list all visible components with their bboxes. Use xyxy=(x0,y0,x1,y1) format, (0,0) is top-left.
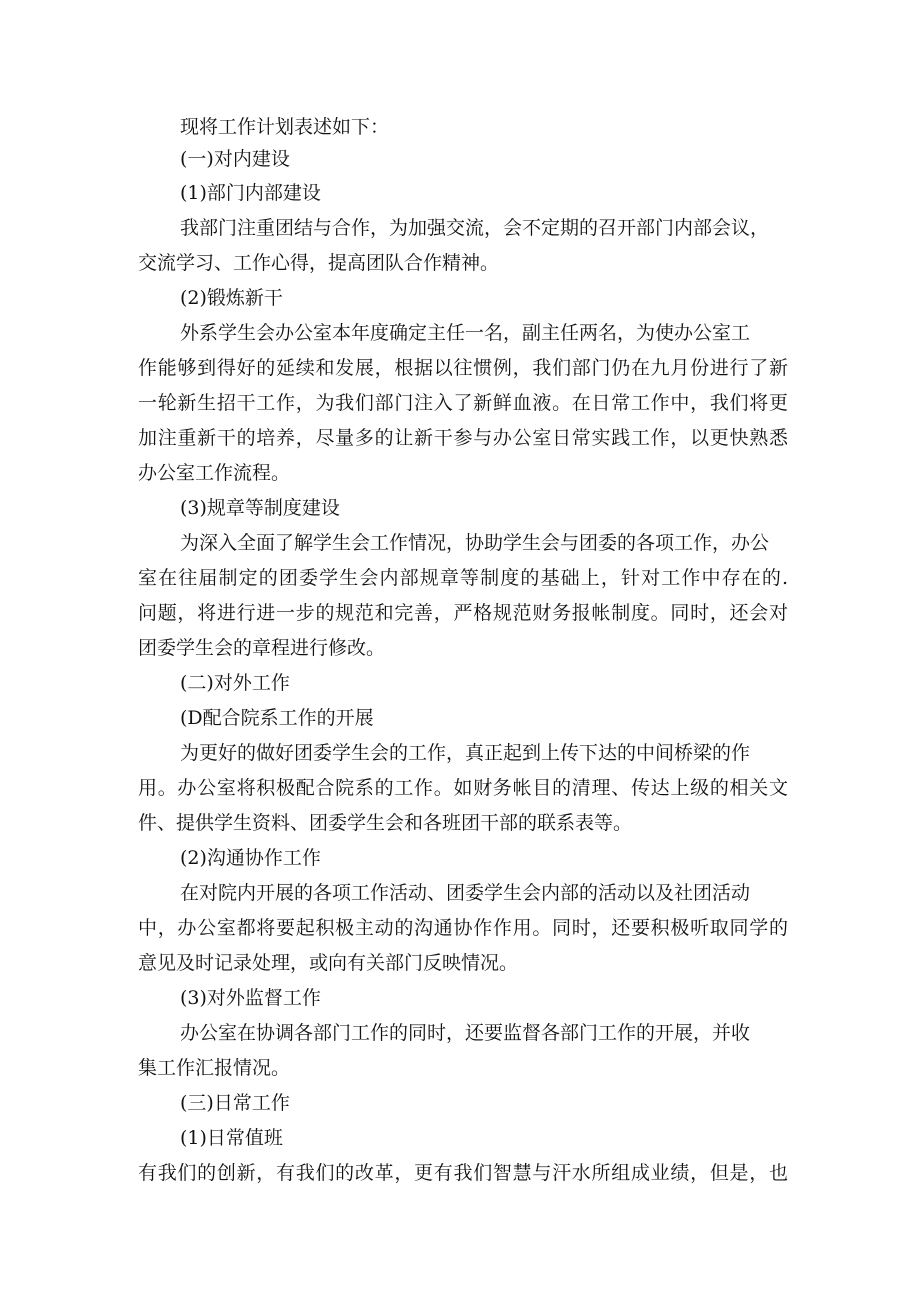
subheading-training: (2)锻炼新干 xyxy=(180,287,283,309)
paragraph-line: 为更好的做好团委学生会的工作，真正起到上传下达的中间桥梁的作 xyxy=(180,742,751,764)
section-heading-external: (二)对外工作 xyxy=(180,672,290,694)
paragraph-line: 办公室在协调各部门工作的同时，还要监督各部门工作的开展，并收 xyxy=(180,1022,751,1044)
paragraph-line: 在对院内开展的各项工作活动、团委学生会内部的活动以及社团活动 xyxy=(180,882,751,904)
intro-line: 现将工作计划表述如下： xyxy=(180,116,390,138)
paragraph-line: 我部门注重团结与合作，为加强交流，会不定期的召开部门内部会议， xyxy=(180,217,770,239)
paragraph-line: 作能够到得好的延续和发展，根据以往惯例，我们部门仍在九月份进行了新 xyxy=(138,357,788,379)
paragraph-line: 团委学生会的章程进行修改。 xyxy=(138,637,386,659)
subheading-cooperation: (D配合院系工作的开展 xyxy=(180,707,374,729)
paragraph-line: 问题，将进行进一步的规范和完善，严格规范财务报帐制度。同时，还会对 xyxy=(138,602,788,624)
subheading-department-building: (1)部门内部建设 xyxy=(180,182,321,204)
paragraph-line: 外系学生会办公室本年度确定主任一名，副主任两名，为使办公室工 xyxy=(180,322,751,344)
subheading-regulations: (3)规章等制度建设 xyxy=(180,497,340,519)
section-heading-daily: (三)日常工作 xyxy=(180,1092,290,1114)
paragraph-line: 一轮新生招干工作，为我们部门注入了新鲜血液。在日常工作中，我们将更 xyxy=(138,392,788,414)
paragraph-line: 件、提供学生资料、团委学生会和各班团干部的联系表等。 xyxy=(138,812,633,834)
subheading-duty: (1)日常值班 xyxy=(180,1127,283,1149)
paragraph-line: 交流学习、工作心得，提高团队合作精神。 xyxy=(138,252,500,274)
paragraph-line: 为深入全面了解学生会工作情况，协助学生会与团委的各项工作，办公 xyxy=(180,532,770,554)
subheading-supervision: (3)对外监督工作 xyxy=(180,987,321,1009)
paragraph-line: 加注重新干的培养，尽量多的让新干参与办公室日常实践工作，以更快熟悉 xyxy=(138,427,788,449)
paragraph-line: 中，办公室都将要起积极主动的沟通协作作用。同时，还要积极听取同学的 xyxy=(138,917,788,939)
paragraph-line: 集工作汇报情况。 xyxy=(138,1057,291,1079)
section-heading-internal: (一)对内建设 xyxy=(180,148,290,170)
paragraph-line: 意见及时记录处理，或向有关部门反映情况。 xyxy=(138,952,519,974)
paragraph-line: 办公室工作流程。 xyxy=(138,462,291,484)
subheading-communication: (2)沟通协作工作 xyxy=(180,847,321,869)
paragraph-line: 室在往届制定的团委学生会内部规章等制度的基础上，针对工作中存在的. xyxy=(138,567,788,589)
paragraph-line: 用。办公室将积极配合院系的工作。如财务帐目的清理、传达上级的相关文 xyxy=(138,777,788,799)
paragraph-line: 有我们的创新，有我们的改革，更有我们智慧与汗水所组成业绩，但是，也 xyxy=(138,1162,788,1184)
